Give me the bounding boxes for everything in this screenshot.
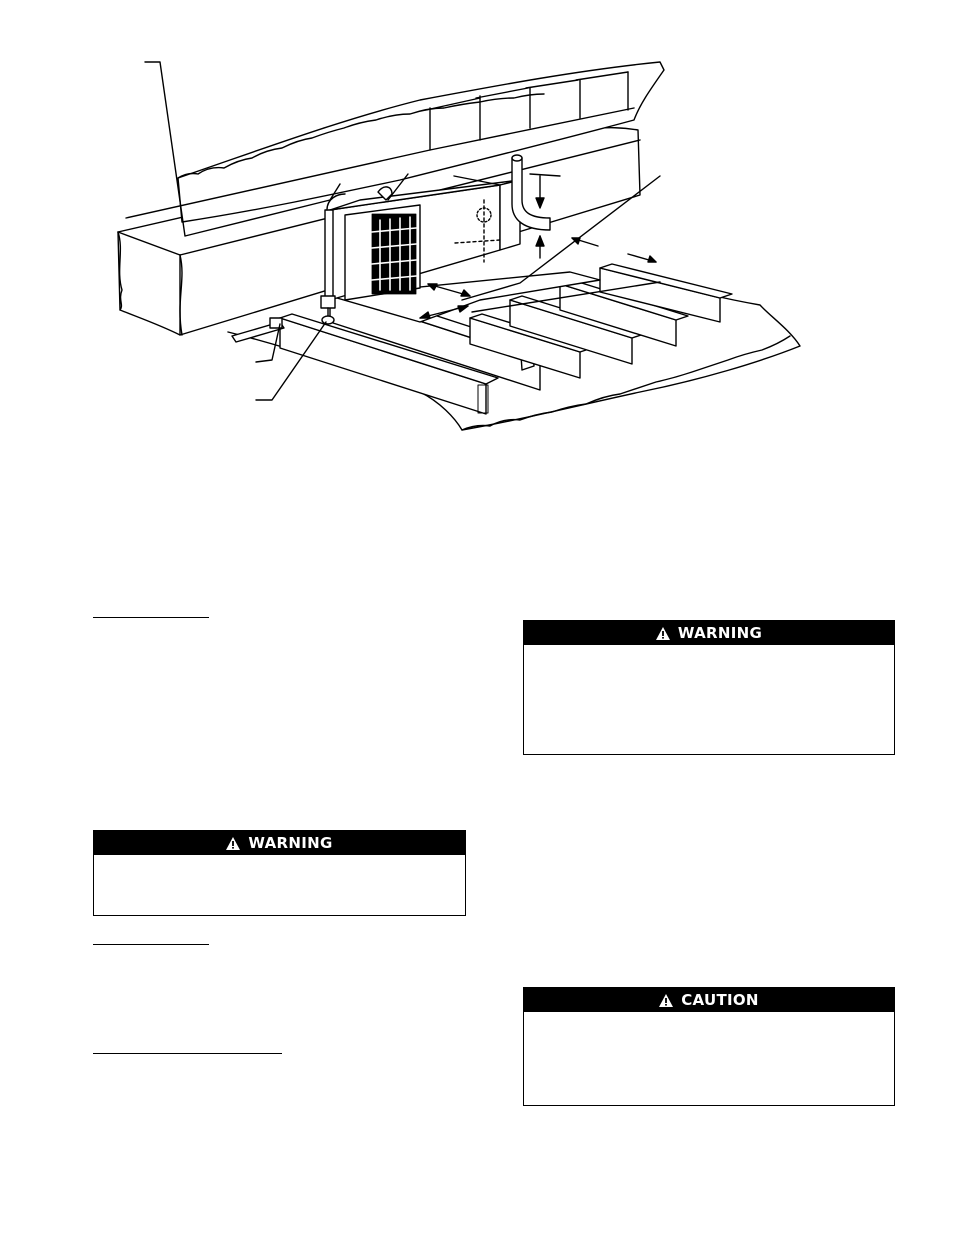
warning-notice-header <box>524 621 894 645</box>
section-heading-rule <box>93 617 209 618</box>
warning-notice-header <box>94 831 465 855</box>
installation-illustration <box>0 0 954 460</box>
section-heading-rule <box>93 944 209 945</box>
alert-triangle-icon <box>656 627 670 640</box>
alert-triangle-icon <box>226 837 240 850</box>
caution-notice-right <box>523 987 895 1106</box>
warning-notice-right <box>523 620 895 755</box>
warning-notice-left <box>93 830 466 916</box>
alert-triangle-icon <box>659 994 673 1007</box>
warning-label: WARNING <box>248 834 333 852</box>
caution-notice-header <box>524 988 894 1012</box>
warning-label: WARNING <box>677 624 763 642</box>
section-heading-rule <box>93 1053 282 1054</box>
caution-label: CAUTION <box>681 991 759 1009</box>
